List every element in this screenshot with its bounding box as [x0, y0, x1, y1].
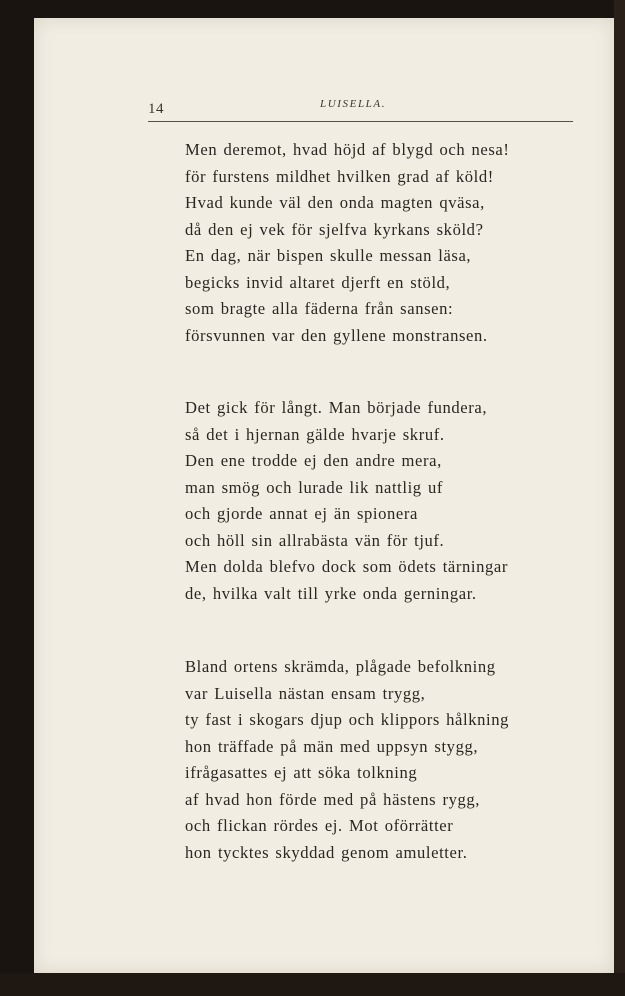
stanza-2 — [185, 395, 565, 607]
book-edge-right — [614, 0, 625, 996]
verse-line: hon tycktes skyddad genom amuletter. — [185, 842, 468, 862]
verse-line: Hvad kunde väl den onda magten qväsa, — [185, 193, 485, 212]
stanza-1 — [185, 137, 565, 349]
verse-line: Men deremot, hvad höjd af blygd och nesa! — [185, 140, 510, 159]
running-title: LUISELLA. — [320, 98, 387, 110]
verse-line: ifrågasattes ej att söka tolkning — [185, 763, 418, 782]
verse-line: Men dolda blefvo dock som ödets tärningar — [185, 557, 509, 576]
verse-line: då den ej vek för sjelfva kyrkans sköld? — [185, 219, 484, 239]
verse-line: för furstens mildhet hvilken grad af köld! — [185, 166, 494, 186]
verse-line: och höll sin allrabästa vän för tjuf. — [185, 530, 445, 550]
verse-line: och flickan rördes ej. Mot oförrätter — [185, 816, 454, 835]
verse-line: Den ene trodde ej den andre mera, — [185, 451, 442, 470]
page-header — [148, 95, 573, 122]
verse-line: så det i hjernan gälde hvarje skruf. — [185, 424, 445, 444]
book-edge-bottom — [0, 973, 625, 996]
verse-line: de, hvilka valt till yrke onda gerningar. — [185, 583, 477, 603]
verse-line: En dag, när bispen skulle messan läsa, — [185, 246, 472, 265]
verse-line: man smög och lurade lik nattlig uf — [185, 477, 443, 497]
verse-line: var Luisella nästan ensam trygg, — [185, 683, 426, 703]
verse-line: Bland ortens skrämda, plågade befolkning — [185, 657, 496, 676]
verse-line: Det gick för långt. Man började fundera, — [185, 398, 488, 417]
verse-line: försvunnen var den gyllene monstransen. — [185, 325, 488, 345]
page-number: 14 — [148, 101, 164, 117]
verse-line: begicks invid altaret djerft en stöld, — [185, 272, 451, 292]
verse-line: som bragte alla fäderna från sansen: — [185, 299, 454, 318]
verse-line: och gjorde annat ej än spionera — [185, 504, 418, 523]
verse-line: af hvad hon förde med på hästens rygg, — [185, 789, 481, 809]
verse-line: hon träffade på män med uppsyn stygg, — [185, 736, 479, 756]
stanza-3 — [185, 654, 565, 866]
verse-line: ty fast i skogars djup och klippors hålkning — [185, 710, 510, 729]
